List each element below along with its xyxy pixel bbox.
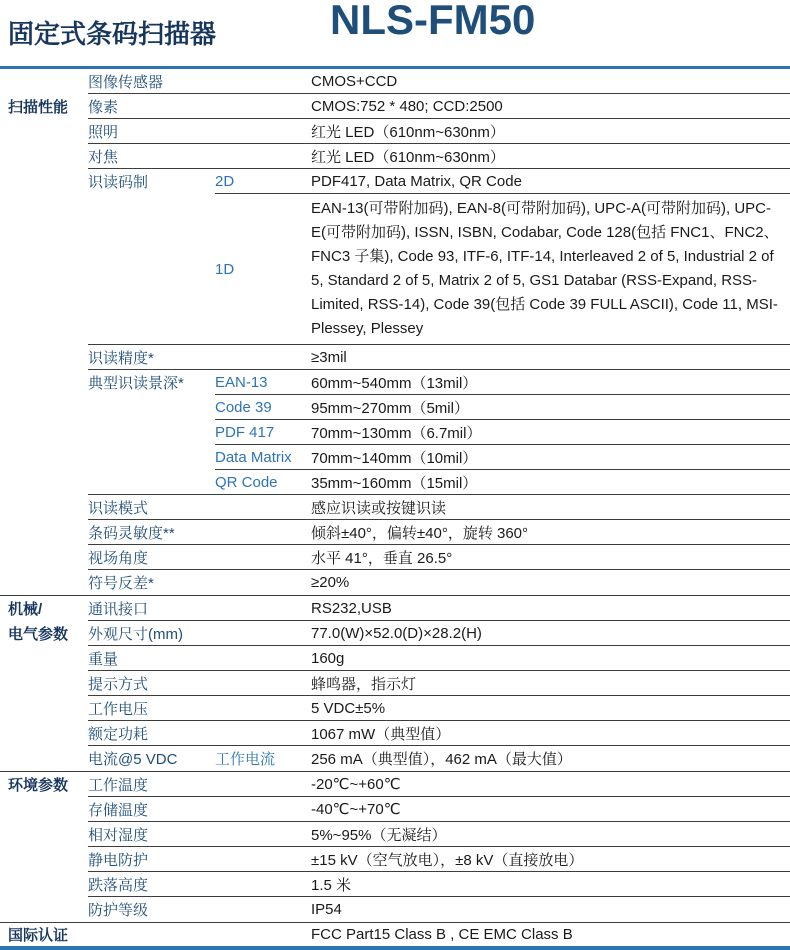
spec-value: ≥3mil: [311, 348, 347, 366]
spec-row: [0, 495, 790, 520]
spec-subname: [215, 897, 311, 922]
spec-row: [0, 923, 790, 946]
spec-value: FCC Part15 Class B , CE EMC Class B: [311, 926, 573, 943]
spec-row: [0, 169, 790, 194]
section-label: [0, 395, 88, 420]
spec-row: [0, 797, 790, 822]
spec-row: [0, 69, 790, 94]
spec-subname: [215, 872, 311, 896]
section-label: [0, 545, 88, 570]
spec-name: 额定功耗: [88, 725, 149, 743]
spec-row: [0, 696, 790, 721]
spec-name: 重量: [88, 650, 119, 668]
section-label: [0, 445, 88, 470]
spec-value: CMOS:752 * 480; CCD:2500: [311, 97, 503, 115]
section-label: [0, 169, 88, 194]
spec-name: 外观尺寸(mm): [88, 625, 183, 643]
spec-name: 识读模式: [88, 499, 149, 517]
section-label: [0, 671, 88, 696]
spec-value: 红光 LED（610nm~630nm）: [311, 123, 505, 141]
spec-row: [0, 420, 790, 445]
spec-value: RS232,USB: [311, 599, 392, 617]
spec-value: 35mm~160mm（15mil）: [311, 474, 478, 492]
section-label: [0, 345, 88, 370]
spec-subname: [215, 495, 311, 519]
spec-value: 5%~95%（无凝结）: [311, 826, 447, 844]
section-label: [0, 897, 88, 922]
spec-value: 红光 LED（610nm~630nm）: [311, 148, 505, 166]
spec-subname: [215, 696, 311, 720]
spec-row: [0, 822, 790, 847]
spec-name: [88, 395, 215, 420]
spec-value: 5 VDC±5%: [311, 699, 386, 717]
spec-table: [0, 69, 790, 946]
spec-value: 95mm~270mm（5mil）: [311, 399, 469, 417]
spec-name: 相对湿度: [88, 826, 149, 844]
spec-subname: [215, 646, 311, 670]
spec-value: 60mm~540mm（13mil）: [311, 374, 478, 392]
spec-subname: [215, 797, 311, 821]
spec-name: 典型识读景深*: [88, 375, 184, 392]
spec-subname: [215, 721, 311, 745]
spec-subname: QR Code: [215, 473, 278, 491]
section-label: [0, 144, 88, 169]
spec-value: PDF417, Data Matrix, QR Code: [311, 172, 522, 190]
spec-subname: [215, 520, 311, 544]
spec-name: 静电防护: [88, 851, 149, 869]
spec-row: [0, 370, 790, 395]
spec-row: [0, 596, 790, 621]
spec-name: 存储温度: [88, 801, 149, 819]
spec-name: 对焦: [88, 148, 119, 166]
spec-row: [0, 847, 790, 872]
spec-name: 图像传感器: [88, 73, 164, 91]
section-label: [0, 721, 88, 746]
spec-name: 通讯接口: [88, 600, 149, 618]
spec-row: [0, 721, 790, 746]
spec-row: [0, 445, 790, 470]
spec-name: 条码灵敏度**: [88, 524, 175, 542]
section-label: [0, 797, 88, 822]
spec-row: [0, 545, 790, 570]
spec-row: [0, 646, 790, 671]
spec-subname: [215, 923, 311, 946]
section-label: 环境参数: [8, 777, 69, 794]
spec-name: 识读码制: [88, 174, 149, 191]
spec-name: [88, 194, 215, 344]
spec-subname: [215, 847, 311, 871]
spec-row: [0, 897, 790, 923]
spec-value: -40℃~+70℃: [311, 801, 401, 818]
spec-name: 电流@5 VDC: [88, 751, 178, 768]
section-label: 国际认证: [8, 927, 69, 944]
spec-value: 256 mA（典型值），462 mA（最大值）: [311, 751, 572, 768]
spec-value: 70mm~140mm（10mil）: [311, 449, 478, 467]
spec-value: 70mm~130mm（6.7mil）: [311, 424, 482, 442]
spec-subname: [215, 345, 311, 369]
spec-name: [88, 420, 215, 445]
section-label: 机械/: [8, 601, 43, 618]
bottom-rule: [0, 946, 790, 950]
spec-value: 蜂鸣器，指示灯: [311, 675, 417, 693]
section-label: [0, 646, 88, 671]
spec-row: [0, 144, 790, 169]
spec-name: [88, 445, 215, 470]
section-label: [0, 570, 88, 595]
spec-name: 工作电压: [88, 700, 149, 718]
spec-subname: [215, 545, 311, 569]
spec-row: [0, 345, 790, 370]
spec-value: ≥20%: [311, 574, 350, 591]
spec-name: 照明: [88, 123, 119, 141]
spec-value: 水平 41°，垂直 26.5°: [311, 549, 453, 567]
spec-name: 防护等级: [88, 902, 149, 919]
spec-value: 感应识读或按键识读: [311, 499, 447, 517]
spec-name: [88, 923, 215, 946]
spec-value: 77.0(W)×52.0(D)×28.2(H): [311, 624, 482, 642]
section-label: [0, 470, 88, 495]
section-label: 电气参数: [8, 626, 69, 643]
spec-value: -20℃~+60℃: [311, 776, 401, 793]
spec-subname: [215, 144, 311, 168]
spec-name: 识读精度*: [88, 349, 154, 367]
spec-row: [0, 621, 790, 646]
section-label: [0, 69, 88, 94]
spec-subname: Data Matrix: [215, 448, 292, 466]
spec-name: 像素: [88, 98, 119, 116]
spec-value: CMOS+CCD: [311, 72, 398, 90]
section-label: [0, 370, 88, 395]
header: [0, 0, 790, 66]
spec-subname: 2D: [215, 172, 235, 190]
spec-value: 1067 mW（典型值）: [311, 725, 451, 743]
spec-row: [0, 395, 790, 420]
spec-subname: EAN-13: [215, 373, 268, 391]
spec-subname: 工作电流: [215, 751, 276, 768]
product-name: NLS-FM50: [330, 0, 536, 43]
section-label: [0, 420, 88, 445]
spec-subname: [215, 596, 311, 620]
spec-row: [0, 470, 790, 495]
spec-row: [0, 671, 790, 696]
section-label: [0, 872, 88, 897]
spec-row: [0, 194, 790, 345]
section-label: [0, 495, 88, 520]
spec-row: [0, 746, 790, 772]
spec-row: [0, 520, 790, 545]
spec-row: [0, 94, 790, 119]
spec-value: EAN-13(可带附加码), EAN-8(可带附加码), UPC-A(可带附加码), UPC-E(可带附加码), ISSN, ISBN, Codabar, Code 128(包括 FNC1、FNC2、FNC3 子集), Code 93, ITF-6, ITF-14, Interleaved 2 of 5, Industrial 2 of 5, Standard 2 of 5, Matrix 2 of 5, GS1 Databar (RSS-Expand, RSS-Limited, RSS-14), Code 39(包括 Code 39 FULL ASCII), Code 11, MSI-Plessey, Plessey: [311, 200, 779, 337]
spec-name: 提示方式: [88, 675, 149, 693]
section-label: [0, 847, 88, 872]
spec-subname: [215, 772, 311, 796]
spec-value: 倾斜±40°，偏转±40°，旋转 360°: [311, 524, 529, 542]
spec-subname: PDF 417: [215, 423, 275, 441]
section-label: [0, 696, 88, 721]
spec-row: [0, 570, 790, 596]
section-label: [0, 119, 88, 144]
section-label: [0, 746, 88, 771]
section-label: 扫描性能: [8, 99, 69, 116]
spec-name: 工作温度: [88, 776, 149, 794]
section-label: [0, 822, 88, 847]
spec-subname: 1D: [215, 260, 235, 278]
spec-value: 160g: [311, 649, 345, 667]
spec-name: 视场角度: [88, 549, 149, 567]
spec-name: 符号反差*: [88, 575, 154, 592]
spec-value: 1.5 米: [311, 876, 352, 894]
spec-row: [0, 872, 790, 897]
spec-name: 跌落高度: [88, 876, 149, 894]
spec-subname: [215, 94, 311, 118]
spec-subname: [215, 822, 311, 846]
spec-subname: [215, 621, 311, 645]
spec-value: ±15 kV（空气放电），±8 kV（直接放电）: [311, 851, 584, 869]
spec-subname: Code 39: [215, 398, 272, 416]
spec-subname: [215, 570, 311, 595]
spec-value: IP54: [311, 901, 342, 918]
spec-subname: [215, 671, 311, 695]
spec-row: [0, 119, 790, 144]
spec-subname: [215, 69, 311, 93]
spec-row: [0, 772, 790, 797]
section-label: [0, 520, 88, 545]
section-label: [0, 194, 88, 345]
page-title: 固定式条码扫描器: [8, 19, 217, 49]
spec-subname: [215, 119, 311, 143]
spec-name: [88, 470, 215, 494]
